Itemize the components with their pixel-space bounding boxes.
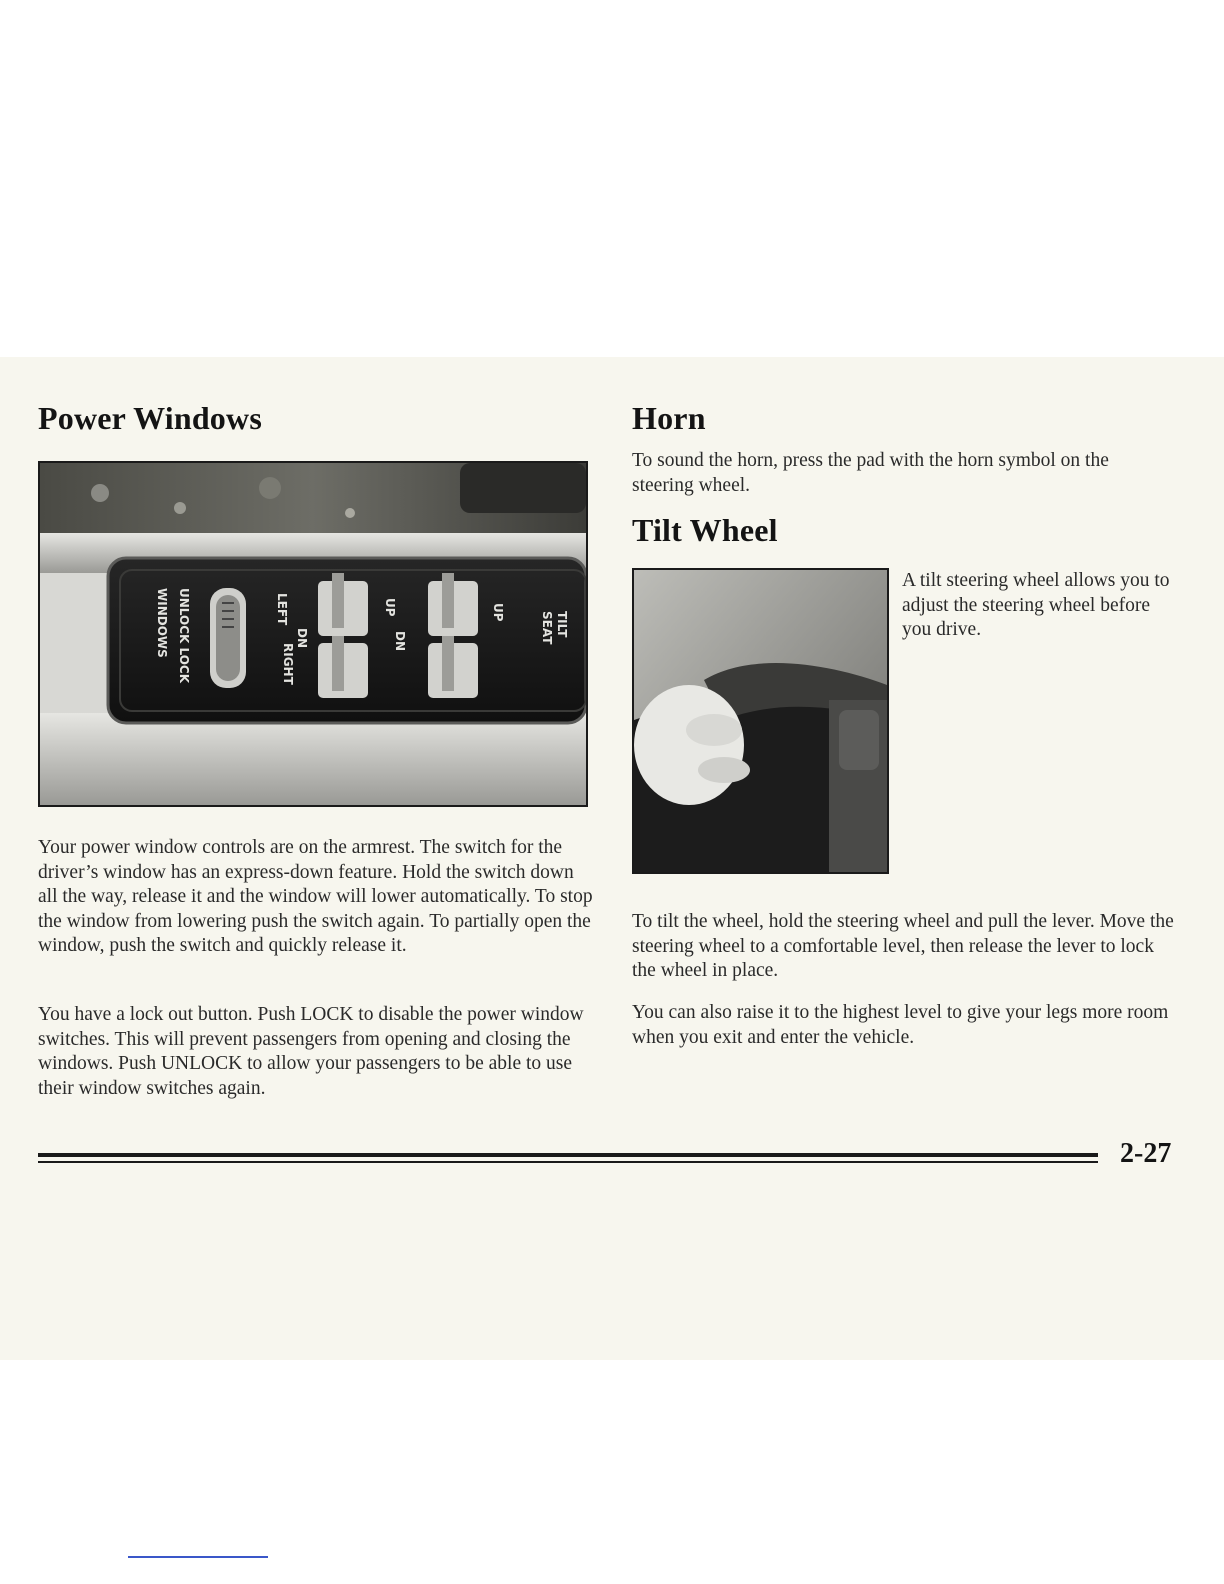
- footer-rule-thin: [38, 1161, 1098, 1163]
- bottom-underline: [128, 1556, 268, 1558]
- power-windows-heading: Power Windows: [38, 400, 262, 436]
- switch-label-seat: SEAT: [540, 611, 554, 645]
- switch-label-tilt: TILT: [555, 611, 569, 638]
- switch-label-dn-2: DN: [393, 631, 407, 652]
- switch-label-up-1: UP: [383, 598, 397, 617]
- page-number: 2-27: [1120, 1138, 1172, 1169]
- switch-label-unlock-lock: UNLOCK LOCK: [177, 588, 191, 684]
- tilt-wheel-caption: A tilt steering wheel allows you to adjust the steering wheel before you drive.: [902, 570, 1170, 640]
- switch-label-right: RIGHT: [281, 643, 295, 685]
- switch-label-dn-1: DN: [295, 628, 309, 649]
- switch-label-windows: WINDOWS: [155, 588, 169, 658]
- tilt-wheel-paragraph-2: You can also raise it to the highest level to give your legs more room when you exit and enter the vehicle.: [632, 1002, 1169, 1048]
- tilt-wheel-paragraph-1: To tilt the wheel, hold the steering wheel and pull the lever. Move the steering wheel to a comfortable level, then release the lever to lock the wheel in place.: [632, 911, 1174, 981]
- power-window-switch-photo: [38, 461, 588, 807]
- tilt-wheel-photo: [632, 568, 889, 874]
- horn-heading: Horn: [632, 400, 706, 436]
- footer-rule: [38, 1153, 1098, 1157]
- switch-label-left: LEFT: [275, 593, 289, 626]
- tilt-wheel-heading: Tilt Wheel: [632, 512, 778, 548]
- power-windows-paragraph-1: Your power window controls are on the armrest. The switch for the driver’s window has an express-down feature. Hold the switch down all the way, release it and the window will lower automatically. To stop the window from lowering push the switch again. To partially open the window, push the switch and quickly release it.: [38, 837, 593, 956]
- switch-label-up-2: UP: [491, 603, 505, 622]
- horn-paragraph: To sound the horn, press the pad with the horn symbol on the steering wheel.: [632, 450, 1109, 496]
- power-windows-paragraph-2: You have a lock out button. Push LOCK to disable the power window switches. This will prevent passengers from opening and closing the windows. Push UNLOCK to allow your passengers to be able to use their window switches again.: [38, 1004, 584, 1099]
